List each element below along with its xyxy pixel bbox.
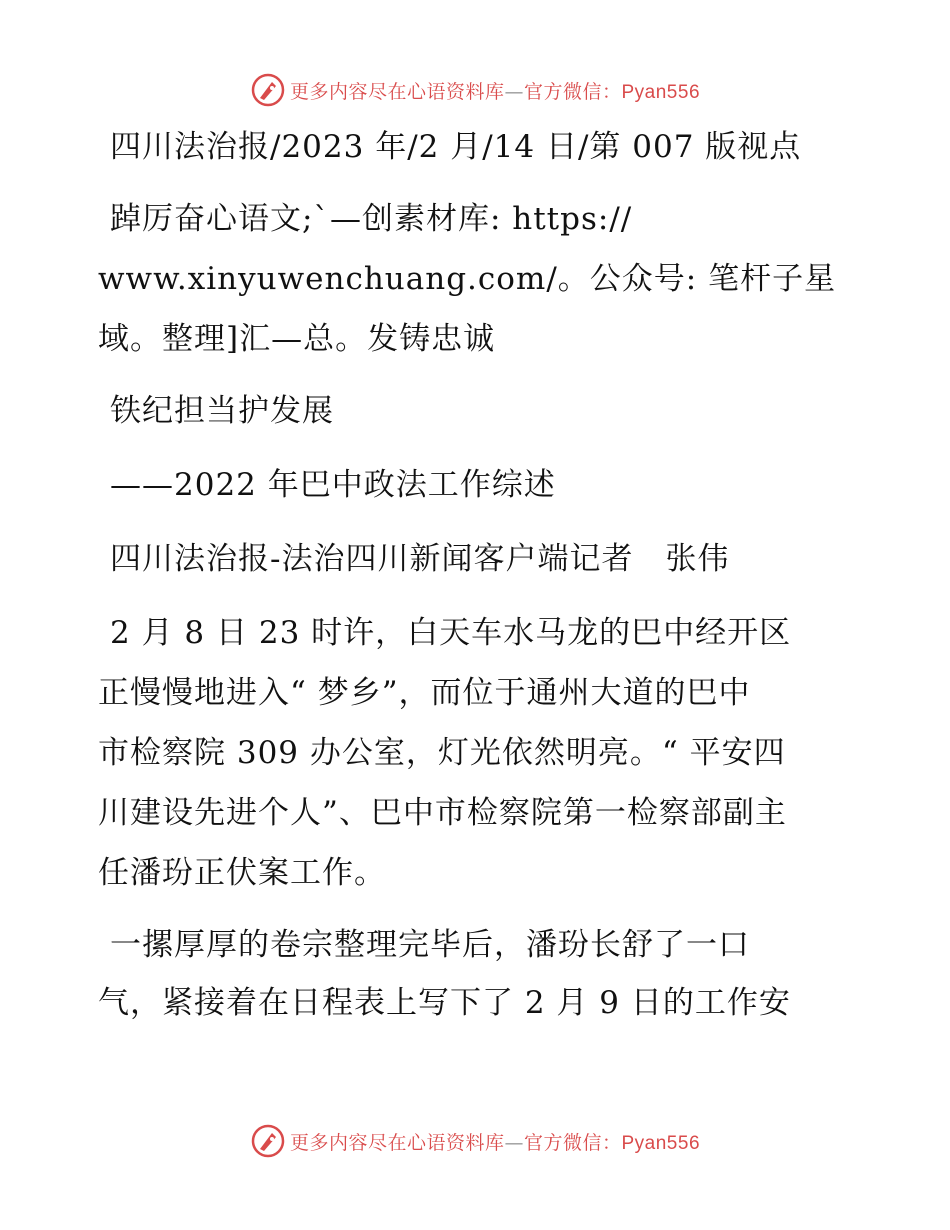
doc-paragraph-line: 市检察院 309 办公室，灯光依然明亮。“ 平安四 [98,735,786,771]
watermark-contact-label: 官方微信： [523,80,622,103]
pen-nib-logo-icon [250,72,286,108]
watermark-text [290,1128,700,1155]
pen-nib-logo-icon [250,1123,286,1159]
doc-paragraph-line: 正慢慢地进入“ 梦乡”，而位于通州大道的巴中 [98,675,751,711]
doc-paragraph-line: 任潘玢正伏案工作。 [98,855,386,891]
doc-paragraph-line: 气，紧接着在日程表上写下了 2 月 9 日的工作安 [98,985,791,1021]
doc-byline: 四川法治报-法治四川新闻客户端记者 张伟 [110,541,730,577]
doc-line-2: www.xinyuwenchuang.com/。公众号: 笔杆子星 [98,261,837,297]
watermark-main: 更多内容尽在心语资料库 [289,80,505,103]
watermark-contact-handle: Pyan556 [621,1132,701,1154]
watermark-dash: — [504,80,524,103]
header-watermark [0,70,950,110]
watermark-contact-label: 官方微信： [523,1131,622,1154]
doc-heading-subtitle: ——2022 年巴中政法工作综述 [110,467,556,503]
doc-paragraph-line: 2 月 8 日 23 时许，白天车水马龙的巴中经开区 [110,615,792,651]
doc-line-source: 四川法治报/2023 年/2 月/14 日/第 007 版视点 [110,129,802,165]
doc-paragraph-line: 一摞厚厚的卷宗整理完毕后，潘玢长舒了一口 [110,927,750,963]
doc-paragraph-line: 川建设先进个人”、巴中市检察院第一检察部副主 [98,795,787,831]
watermark-main: 更多内容尽在心语资料库 [289,1131,505,1154]
footer-watermark [0,1121,950,1161]
watermark-dash: — [504,1131,524,1154]
watermark-text [290,77,700,104]
doc-heading-title: 铁纪担当护发展 [110,393,334,429]
doc-line-1: 踔厉奋心语文;`—创素材库: https:// [110,201,633,237]
watermark-contact-handle: Pyan556 [621,81,701,103]
doc-line-3: 域。整理]汇—总。发铸忠诚 [98,321,496,357]
